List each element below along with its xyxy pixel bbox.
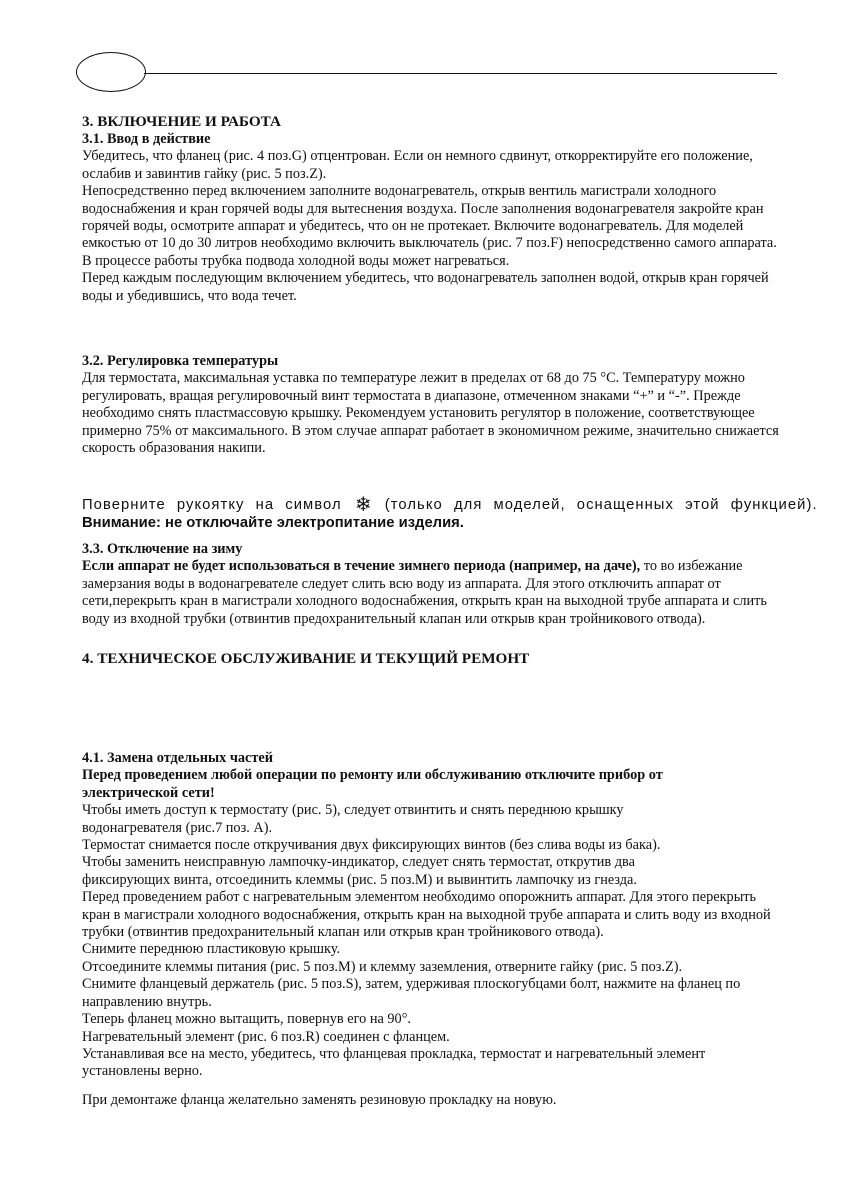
section-4-1-para-6: Отсоедините клеммы питания (рис. 5 поз.M) и клемму заземления, отверните гайку (рис. 5 поз.Z). [82, 958, 683, 975]
section-3-title: 3. ВКЛЮЧЕНИЕ И РАБОТА [82, 113, 281, 130]
section-3-2-title: 3.2. Регулировка температуры [82, 353, 279, 369]
section-4-1-warning: Перед проведением любой операции по ремонту или обслуживанию отключите прибор от электрической сети! [82, 767, 663, 801]
snowflake-icon: ❄ [354, 494, 372, 516]
section-4-1-para-9: Нагревательный элемент (рис. 6 поз.R) соединен с фланцем. [82, 1028, 450, 1045]
section-4-1-para-5: Снимите переднюю пластиковую крышку. [82, 941, 341, 958]
section-4-1-para-2: Термостат снимается после откручивания двух фиксирующих винтов (без слива воды из бака). [82, 837, 661, 854]
antifreeze-instruction [82, 494, 818, 516]
antifreeze-text-after: (только для моделей, оснащенных этой функцией). [384, 497, 818, 513]
section-3 [82, 113, 782, 305]
section-3-1-para-3: Перед каждым последующим включением убедитесь, что водонагреватель заполнен водой, открыв кран горячей воды и убедившись, что вода течет. [82, 270, 769, 304]
antifreeze-block [82, 494, 818, 532]
section-3-3-bold-lead: Если аппарат не будет использоваться в течение зимнего периода (например, на даче), [82, 558, 641, 575]
section-3-1-para-2: Непосредственно перед включением заполните водонагреватель, открыв вентиль магистрали холодного водоснабжения и кран горячей воды для вытеснения воздуха. После заполнения водонагревателя закройте кран горячей воды, осмотрите аппарат и убедитесь, что он не протекает. Включите водонагреватель. Для моделей емкостью от 10 до 30 литров необходимо включить выключатель (рис. 7 поз.F) непосредственно самого аппарата. В процессе работы трубка подвода холодной воды может нагреваться. [82, 183, 777, 269]
section-3-2-para-1: Для термостата, максимальная уставка по температуре лежит в пределах от 68 до 75 °С. Температуру можно регулировать, вращая регулировочный винт термостата в диапазоне, отмеченном знаками “+” и “-”. Прежде необходимо снять пластмассовую крышку. Рекомендуем установить регулятор в положение, соответствующее примерно 75% от максимального. В этом случае аппарат работает в экономичном режиме, значительно снижается скорость образования накипи. [82, 370, 779, 457]
section-3-3-title: 3.3. Отключение на зиму [82, 541, 243, 557]
section-3-1-title: 3.1. Ввод в действие [82, 131, 211, 147]
section-4-1-para-3: Чтобы заменить неисправную лампочку-индикатор, следует снять термостат, открутив два фиксирующих винта, отсоединить клеммы (рис. 5 поз.M) и вывинтить лампочку из гнезда. [82, 854, 637, 888]
section-3-2 [82, 353, 782, 457]
section-4-1-para-11: При демонтаже фланца желательно заменять резиновую прокладку на новую. [82, 1091, 557, 1108]
section-3-1-para-1: Убедитесь, что фланец (рис. 4 поз.G) отцентрован. Если он немного сдвинут, откорректируйте его положение, ослабив и завинтив гайку (рис. 5 поз.Z). [82, 148, 753, 182]
section-3-3-rest: то во избежание замерзания воды в водонагревателе следует слить всю воду из аппарата. Для этого отключить аппарат от сети,перекрыть кран в магистрали холодного водоснабжения, открыть кран на выходной трубе аппарата и слить воду из входной трубки (отвинтив предохранительный клапан или открыв кран тройникового отвода). [82, 558, 767, 627]
section-4-title: 4. ТЕХНИЧЕСКОЕ ОБСЛУЖИВАНИЕ И ТЕКУЩИЙ РЕМОНТ [82, 650, 530, 667]
section-4-1-para-4: Перед проведением работ с нагревательным элементом необходимо опорожнить аппарат. Для этого перекрыть кран в магистрали холодного водоснабжения, открыть кран на выходной трубе аппарата и слить воду из входной трубки (отвинтив предохранительный клапан или открыв кран тройникового отвода). [82, 889, 771, 941]
section-4 [82, 650, 782, 668]
section-4-1-para-7: Снимите фланцевый держатель (рис. 5 поз.S), затем, удерживая плоскогубцами болт, нажмите на фланец по направлению внутрь. [82, 976, 741, 1010]
section-4-1-para-1: Чтобы иметь доступ к термостату (рис. 5), следует отвинтить и снять переднюю крышку водонагревателя (рис.7 поз. A). [82, 802, 624, 836]
header-oval [76, 52, 146, 92]
antifreeze-text-before: Поверните рукоятку на символ [82, 497, 342, 513]
header-rule [144, 73, 777, 74]
section-3-3-para [82, 558, 782, 628]
section-4-1-title: 4.1. Замена отдельных частей [82, 750, 273, 766]
section-4-1-para-10: Устанавливая все на место, убедитесь, что фланцевая прокладка, термостат и нагревательный элемент установлены верно. [82, 1045, 706, 1080]
antifreeze-warning: Внимание: не отключайте электропитание изделия. [82, 514, 464, 531]
section-4-1-para-8: Теперь фланец можно вытащить, повернув его на 90°. [82, 1011, 411, 1028]
section-3-3 [82, 541, 782, 628]
section-4-1 [82, 750, 782, 1109]
